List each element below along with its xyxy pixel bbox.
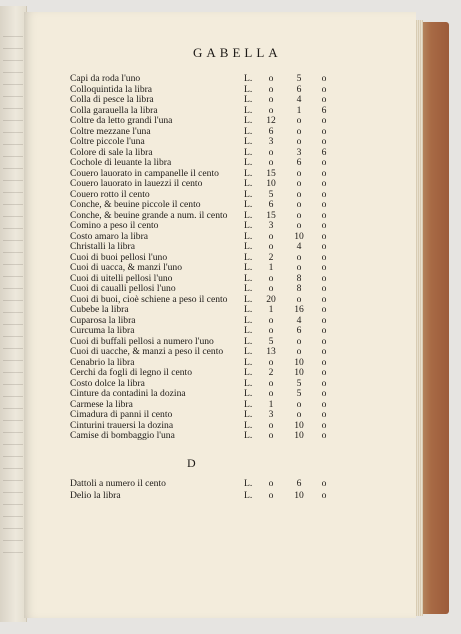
- tariff-value-2: 10: [294, 356, 304, 368]
- tariff-value-3: o: [321, 94, 327, 105]
- tariff-row: [70, 262, 340, 273]
- tariff-row: [70, 126, 340, 137]
- section-letter: D: [187, 456, 196, 470]
- tariff-value-1: o: [268, 104, 274, 116]
- tariff-value-3: o: [321, 304, 327, 315]
- tariff-row: [70, 294, 340, 305]
- tariff-value-3: o: [321, 167, 327, 179]
- tariff-value-2: 5: [296, 377, 302, 389]
- tariff-value-2: o: [296, 251, 302, 263]
- tariff-value-2: o: [296, 398, 302, 410]
- tariff-value-1: 1: [268, 304, 274, 315]
- tariff-value-1: 1: [268, 262, 274, 273]
- tariff-value-3: o: [321, 430, 327, 441]
- tariff-unit: L.: [244, 178, 253, 189]
- tariff-row: [70, 178, 340, 189]
- tariff-value-3: o: [321, 478, 327, 489]
- tariff-value-3: o: [321, 262, 327, 273]
- tariff-value-3: o: [321, 293, 327, 305]
- tariff-item-name: Capi da roda l'uno: [70, 73, 141, 84]
- tariff-unit: L.: [244, 409, 253, 420]
- tariff-value-1: 1: [268, 398, 274, 410]
- tariff-value-2: o: [296, 293, 302, 305]
- tariff-unit: L.: [244, 209, 253, 221]
- tariff-value-2: 10: [294, 419, 304, 431]
- tariff-item-name: Cimadura di panni il cento: [70, 409, 173, 420]
- tariff-value-3: o: [321, 230, 327, 242]
- tariff-item-name: Costo dolce la libra: [70, 377, 145, 389]
- tariff-row: [70, 346, 340, 357]
- tariff-value-1: 20: [266, 293, 276, 305]
- tariff-value-2: o: [296, 220, 302, 231]
- tariff-row: [70, 388, 340, 399]
- tariff-row: [70, 304, 340, 315]
- tariff-value-2: o: [296, 209, 302, 221]
- tariff-value-1: 3: [268, 220, 274, 231]
- tariff-unit: L.: [244, 188, 253, 200]
- tariff-unit: L.: [244, 293, 253, 305]
- tariff-value-3: 6: [321, 104, 327, 116]
- tariff-row: [70, 168, 340, 179]
- tariff-row: [70, 115, 340, 126]
- tariff-value-1: o: [268, 490, 274, 501]
- tariff-value-3: o: [321, 209, 327, 221]
- tariff-value-3: o: [321, 251, 327, 263]
- tariff-value-2: o: [296, 346, 302, 357]
- tariff-value-1: o: [268, 83, 274, 95]
- tariff-unit: L.: [244, 83, 253, 95]
- tariff-row: [70, 336, 340, 347]
- tariff-unit: L.: [244, 430, 253, 441]
- tariff-value-3: o: [321, 490, 327, 501]
- tariff-value-2: o: [296, 262, 302, 273]
- tariff-item-name: Cubebe la libra: [70, 304, 129, 315]
- tariff-unit: L.: [244, 325, 253, 336]
- tariff-item-name: Cuparosa la libra: [70, 314, 136, 326]
- tariff-value-1: o: [268, 94, 274, 105]
- tariff-value-2: o: [296, 125, 302, 137]
- tariff-row: [70, 189, 340, 200]
- tariff-value-2: 10: [294, 490, 304, 501]
- tariff-value-3: o: [321, 125, 327, 137]
- tariff-unit: L.: [244, 419, 253, 431]
- tariff-value-3: o: [321, 409, 327, 420]
- tariff-item-name: Cenabrio la libra: [70, 356, 135, 368]
- tariff-value-2: 8: [296, 272, 302, 284]
- tariff-item-name: Cuoi di buoi, cioè schiene a peso il cento: [70, 293, 228, 305]
- tariff-item-name: Coltre piccole l'una: [70, 136, 145, 147]
- tariff-value-1: o: [268, 230, 274, 242]
- tariff-value-3: o: [321, 356, 327, 368]
- tariff-value-3: o: [321, 241, 327, 252]
- tariff-value-3: o: [321, 199, 327, 210]
- tariff-value-2: 10: [294, 430, 304, 441]
- tariff-item-name: Cinture da contadini la dozina: [70, 388, 186, 399]
- tariff-value-3: o: [321, 178, 327, 189]
- tariff-value-2: 10: [294, 230, 304, 242]
- tariff-item-name: Camise di bombaggio l'una: [70, 430, 175, 441]
- tariff-unit: L.: [244, 136, 253, 147]
- tariff-row: [70, 283, 340, 294]
- tariff-row: [70, 147, 340, 158]
- tariff-unit: L.: [244, 388, 253, 399]
- tariff-row: [70, 220, 340, 231]
- tariff-row: [70, 94, 340, 105]
- tariff-row: [70, 73, 340, 84]
- tariff-item-name: Couero lauorato in lauezzi il cento: [70, 178, 203, 189]
- tariff-value-1: o: [268, 241, 274, 252]
- tariff-item-name: Colloquintida la libra: [70, 83, 153, 95]
- tariff-item-name: Cuoi di buffali pellosi a numero l'uno: [70, 335, 214, 347]
- tariff-row: [70, 210, 340, 221]
- tariff-unit: L.: [244, 367, 253, 378]
- tariff-value-3: o: [321, 157, 327, 168]
- tariff-value-1: 2: [268, 251, 274, 263]
- tariff-value-3: o: [321, 388, 327, 399]
- tariff-item-name: Cuoi di caualli pellosi l'uno: [70, 283, 176, 294]
- tariff-item-name: Cuoi di uitelli pellosi l'uno: [70, 272, 173, 284]
- tariff-unit: L.: [244, 398, 253, 410]
- tariff-value-1: 12: [266, 115, 276, 126]
- tariff-value-1: o: [268, 356, 274, 368]
- tariff-item-name: Conche, & beuine piccole il cento: [70, 199, 201, 210]
- tariff-item-name: Cuoi di uacca, & manzi l'uno: [70, 262, 183, 273]
- tariff-item-name: Christalli la libra: [70, 241, 136, 252]
- tariff-value-3: o: [321, 283, 327, 294]
- tariff-item-name: Cerchi da fogli di legno il cento: [70, 367, 193, 378]
- tariff-row: [70, 84, 340, 95]
- tariff-item-name: Colla garauella la libra: [70, 104, 158, 116]
- tariff-row: [70, 273, 340, 284]
- tariff-value-2: o: [296, 199, 302, 210]
- tariff-value-2: 5: [296, 388, 302, 399]
- tariff-item-name: Dattoli a numero il cento: [70, 478, 166, 489]
- tariff-row: [70, 430, 340, 441]
- tariff-value-1: o: [268, 419, 274, 431]
- tariff-item-name: Couero lauorato in campanelle il cento: [70, 167, 219, 179]
- tariff-unit: L.: [244, 478, 253, 489]
- tariff-unit: L.: [244, 283, 253, 294]
- tariff-value-1: 6: [268, 199, 274, 210]
- tariff-row: [70, 357, 340, 368]
- tariff-unit: L.: [244, 346, 253, 357]
- tariff-unit: L.: [244, 167, 253, 179]
- tariff-value-3: o: [321, 136, 327, 147]
- tariff-value-1: o: [268, 283, 274, 294]
- tariff-value-1: o: [268, 478, 274, 489]
- tariff-value-3: o: [321, 335, 327, 347]
- tariff-value-2: 16: [294, 304, 304, 315]
- tariff-row: [70, 367, 340, 378]
- tariff-value-2: 4: [296, 314, 302, 326]
- tariff-value-1: o: [268, 157, 274, 168]
- tariff-row: [70, 136, 340, 147]
- tariff-value-3: o: [321, 314, 327, 326]
- tariff-value-3: o: [321, 220, 327, 231]
- tariff-value-2: o: [296, 178, 302, 189]
- tariff-value-2: 5: [296, 73, 302, 84]
- tariff-value-3: o: [321, 346, 327, 357]
- tariff-unit: L.: [244, 104, 253, 116]
- tariff-value-3: o: [321, 325, 327, 336]
- tariff-unit: L.: [244, 146, 253, 158]
- tariff-value-2: o: [296, 136, 302, 147]
- tariff-value-1: 3: [268, 136, 274, 147]
- tariff-item-name: Couero rotto il cento: [70, 188, 150, 200]
- tariff-unit: L.: [244, 157, 253, 168]
- tariff-value-3: o: [321, 272, 327, 284]
- tariff-row: [70, 409, 340, 420]
- tariff-row: [70, 490, 340, 501]
- tariff-value-1: 15: [266, 209, 276, 221]
- tariff-row: [70, 315, 340, 326]
- tariff-unit: L.: [244, 199, 253, 210]
- facing-page-edge: [0, 6, 27, 622]
- tariff-item-name: Coltre da letto grandi l'una: [70, 115, 173, 126]
- tariff-row: [70, 241, 340, 252]
- page-header: GABELLA: [193, 45, 282, 60]
- tariff-unit: L.: [244, 241, 253, 252]
- tariff-item-name: Cuoi di uacche, & manzi a peso il cento: [70, 346, 224, 357]
- tariff-item-name: Costo amaro la libra: [70, 230, 149, 242]
- tariff-row: [70, 378, 340, 389]
- tariff-value-1: 10: [266, 178, 276, 189]
- tariff-value-2: 3: [296, 146, 302, 158]
- tariff-value-2: 8: [296, 283, 302, 294]
- tariff-value-3: o: [321, 367, 327, 378]
- tariff-item-name: Delio la libra: [70, 490, 121, 501]
- tariff-value-3: o: [321, 115, 327, 126]
- tariff-unit: L.: [244, 262, 253, 273]
- tariff-unit: L.: [244, 251, 253, 263]
- tariff-unit: L.: [244, 314, 253, 326]
- tariff-value-2: o: [296, 167, 302, 179]
- tariff-value-2: 4: [296, 241, 302, 252]
- book-cover-edge: [419, 22, 449, 614]
- tariff-value-1: o: [268, 388, 274, 399]
- tariff-unit: L.: [244, 220, 253, 231]
- tariff-value-2: o: [296, 115, 302, 126]
- tariff-value-2: 10: [294, 367, 304, 378]
- tariff-unit: L.: [244, 115, 253, 126]
- tariff-value-1: o: [268, 272, 274, 284]
- tariff-unit: L.: [244, 94, 253, 105]
- tariff-item-name: Cuoi di buoi pellosi l'uno: [70, 251, 168, 263]
- tariff-value-3: o: [321, 188, 327, 200]
- tariff-value-1: 15: [266, 167, 276, 179]
- tariff-value-2: 6: [296, 83, 302, 95]
- tariff-value-3: o: [321, 73, 327, 84]
- facing-page-text-bleed: [3, 36, 23, 556]
- tariff-row: [70, 252, 340, 263]
- tariff-value-1: o: [268, 73, 274, 84]
- tariff-value-2: 4: [296, 94, 302, 105]
- tariff-row: [70, 399, 340, 410]
- tariff-unit: L.: [244, 356, 253, 368]
- tariff-row: [70, 325, 340, 336]
- tariff-unit: L.: [244, 272, 253, 284]
- tariff-row: [70, 105, 340, 116]
- tariff-item-name: Colore di sale la libra: [70, 146, 153, 158]
- tariff-row: [70, 231, 340, 242]
- tariff-item-name: Coltre mezzane l'una: [70, 125, 151, 137]
- tariff-value-3: o: [321, 377, 327, 389]
- tariff-unit: L.: [244, 230, 253, 242]
- tariff-value-3: o: [321, 83, 327, 95]
- tariff-unit: L.: [244, 304, 253, 315]
- tariff-value-1: 6: [268, 125, 274, 137]
- tariff-unit: L.: [244, 377, 253, 389]
- tariff-value-3: o: [321, 419, 327, 431]
- tariff-row: [70, 157, 340, 168]
- tariff-item-name: Colla di pesce la libra: [70, 94, 154, 105]
- tariff-value-1: 5: [268, 188, 274, 200]
- tariff-value-1: 5: [268, 335, 274, 347]
- tariff-value-1: o: [268, 377, 274, 389]
- tariff-item-name: Cinturini trauersi la dozina: [70, 419, 174, 431]
- tariff-value-1: o: [268, 146, 274, 158]
- tariff-unit: L.: [244, 490, 253, 501]
- tariff-value-2: 6: [296, 157, 302, 168]
- tariff-value-1: o: [268, 314, 274, 326]
- tariff-row: [70, 420, 340, 431]
- tariff-row: [70, 199, 340, 210]
- tariff-row: [70, 478, 340, 489]
- tariff-item-name: Curcuma la libra: [70, 325, 135, 336]
- tariff-unit: L.: [244, 73, 253, 84]
- tariff-unit: L.: [244, 125, 253, 137]
- tariff-value-1: 13: [266, 346, 276, 357]
- tariff-item-name: Carmese la libra: [70, 398, 133, 410]
- tariff-value-1: o: [268, 430, 274, 441]
- tariff-unit: L.: [244, 335, 253, 347]
- tariff-value-2: 6: [296, 325, 302, 336]
- tariff-value-2: 6: [296, 478, 302, 489]
- tariff-value-1: 2: [268, 367, 274, 378]
- tariff-value-2: o: [296, 188, 302, 200]
- tariff-item-name: Cochole di leuante la libra: [70, 157, 172, 168]
- tariff-value-2: o: [296, 335, 302, 347]
- tariff-value-3: 6: [321, 146, 327, 158]
- tariff-item-name: Conche, & beuine grande a num. il cento: [70, 209, 228, 221]
- tariff-value-1: 3: [268, 409, 274, 420]
- tariff-item-name: Comino a peso il cento: [70, 220, 159, 231]
- tariff-value-3: o: [321, 398, 327, 410]
- tariff-value-1: o: [268, 325, 274, 336]
- tariff-value-2: o: [296, 409, 302, 420]
- tariff-value-2: 1: [296, 104, 302, 116]
